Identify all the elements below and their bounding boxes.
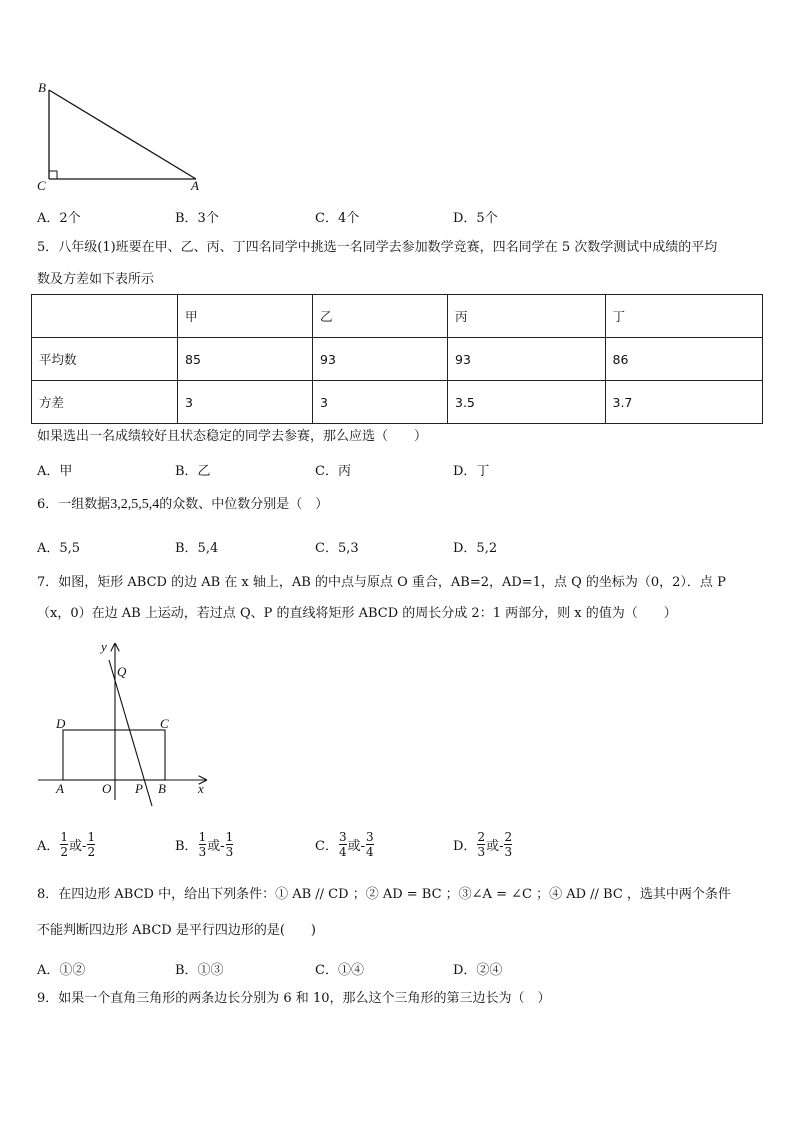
numerator: 2 [504, 830, 513, 844]
q5-text-line1: 5．八年级(1)班要在甲、乙、丙、丁四名同学中挑选一名同学去参加数学竞赛，四名同学在 5 次数学测试中成绩的平均 [37, 240, 718, 255]
q6-option-c[interactable]: C．5,3 [315, 541, 359, 556]
q7-text-line1: 7．如图，矩形 ABCD 的边 AB 在 x 轴上，AB 的中点与原点 O 重合，AB=2，AD=1，点 Q 的坐标为（0，2）．点 P [37, 575, 726, 590]
fraction [339, 830, 347, 859]
q4-option-b[interactable]: B．3个 [175, 211, 219, 226]
numerator: 2 [477, 830, 486, 844]
table-header-cell: 丁 [605, 295, 763, 338]
table-cell: 方差 [32, 381, 178, 424]
table-header-row [32, 295, 763, 338]
score-table [31, 294, 763, 424]
q6-prefix: 6．一组数据 [37, 497, 111, 512]
q5-question: 如果选出一名成绩较好且状态稳定的同学去参赛，那么应选（ ） [37, 429, 428, 444]
or-text: 或- [486, 839, 504, 854]
fraction [87, 830, 95, 859]
denominator: 4 [338, 845, 347, 859]
fraction [226, 830, 234, 859]
fraction [504, 830, 512, 859]
q5-option-c[interactable]: C．丙 [315, 464, 351, 479]
q6-option-b[interactable]: B．5,4 [175, 541, 219, 556]
point-label-q: Q [117, 664, 127, 679]
option-letter: D． [453, 839, 477, 854]
right-angle-mark [49, 171, 57, 179]
point-label-b: B [158, 781, 166, 796]
axis-label-x: x [198, 781, 204, 796]
table-cell: 3.7 [605, 381, 763, 424]
table-cell: 86 [605, 338, 763, 381]
point-label-o: O [102, 781, 112, 796]
numerator: 1 [198, 830, 207, 844]
option-letter: A． [37, 839, 60, 854]
table-row [32, 338, 763, 381]
q5-option-b[interactable]: B．乙 [175, 464, 211, 479]
table-cell: 3 [313, 381, 448, 424]
option-letter: C． [315, 839, 338, 854]
table-header-cell: 丙 [448, 295, 606, 338]
q6-option-d[interactable]: D．5,2 [453, 541, 498, 556]
rectangle-abcd [63, 730, 165, 780]
table-cell: 3.5 [448, 381, 606, 424]
q8-text-line2: 不能判断四边形 ABCD 是平行四边形的是( ) [37, 923, 316, 938]
vertex-label-b: B [38, 80, 46, 95]
q4-option-c[interactable]: C．4个 [315, 211, 360, 226]
q7-option-c[interactable] [315, 830, 375, 859]
table-cell: 93 [448, 338, 606, 381]
q6-option-a[interactable]: A．5,5 [37, 541, 81, 556]
q8-text-line1: 8．在四边形 ABCD 中，给出下列条件：① AB // CD ；② AD = BC ；③∠A = ∠C ；④ AD // BC ，选其中两个条件 [37, 887, 731, 902]
or-text: 或- [207, 839, 225, 854]
q7-option-d[interactable] [453, 830, 513, 859]
denominator: 3 [198, 845, 207, 859]
fraction [60, 830, 68, 859]
q8-option-c[interactable]: C．①④ [315, 963, 364, 978]
q8-option-a[interactable]: A．①② [37, 963, 86, 978]
table-cell: 3 [178, 381, 313, 424]
table-header-cell [32, 295, 178, 338]
denominator: 3 [225, 845, 234, 859]
q6-data: 3,2,5,5,4 [110, 497, 160, 512]
q6-text [37, 495, 328, 515]
fraction [199, 830, 207, 859]
table-cell: 93 [313, 338, 448, 381]
vertex-label-a: A [191, 178, 199, 193]
option-letter: B． [175, 839, 198, 854]
q4-option-d[interactable]: D．5个 [453, 211, 498, 226]
denominator: 4 [366, 845, 374, 859]
denominator: 2 [87, 845, 96, 859]
q4-option-a[interactable]: A．2个 [37, 211, 81, 226]
table-header-cell: 乙 [313, 295, 448, 338]
or-text: 或- [347, 839, 365, 854]
denominator: 3 [477, 845, 486, 859]
q5-option-a[interactable]: A．甲 [37, 464, 73, 479]
numerator: 1 [87, 830, 96, 844]
table-row [32, 381, 763, 424]
axis-label-y: y [101, 639, 107, 654]
point-label-c: C [160, 716, 169, 731]
point-label-a: A [56, 781, 64, 796]
numerator: 1 [60, 830, 69, 844]
q7-text-line2: （x，0）在边 AB 上运动，若过点 Q、P 的直线将矩形 ABCD 的周长分成 2：1 两部分，则 x 的值为（ ） [37, 606, 677, 621]
q7-option-a[interactable] [37, 830, 96, 859]
q9-text: 9．如果一个直角三角形的两条边长分别为 6 和 10，那么这个三角形的第三边长为（ ） [37, 991, 551, 1006]
point-label-p: P [135, 781, 143, 796]
fraction [477, 830, 485, 859]
q5-text-line2: 数及方差如下表所示 [37, 272, 155, 287]
side-ba [49, 90, 196, 179]
numerator: 3 [338, 830, 347, 844]
or-text: 或- [69, 839, 87, 854]
table-cell: 平均数 [32, 338, 178, 381]
triangle-svg [36, 80, 206, 195]
fraction [366, 830, 374, 859]
q5-option-d[interactable]: D．丁 [453, 464, 490, 479]
q8-option-b[interactable]: B．①③ [175, 963, 224, 978]
table-cell: 85 [178, 338, 313, 381]
numerator: 1 [225, 830, 234, 844]
q8-option-d[interactable]: D．②④ [453, 963, 503, 978]
point-label-d: D [56, 716, 66, 731]
numerator: 3 [366, 830, 374, 844]
q6-suffix: 的众数、中位数分别是（ ） [159, 497, 329, 512]
q7-option-b[interactable] [175, 830, 234, 859]
vertex-label-c: C [37, 178, 46, 193]
denominator: 3 [504, 845, 513, 859]
table-header-cell: 甲 [178, 295, 313, 338]
denominator: 2 [60, 845, 69, 859]
